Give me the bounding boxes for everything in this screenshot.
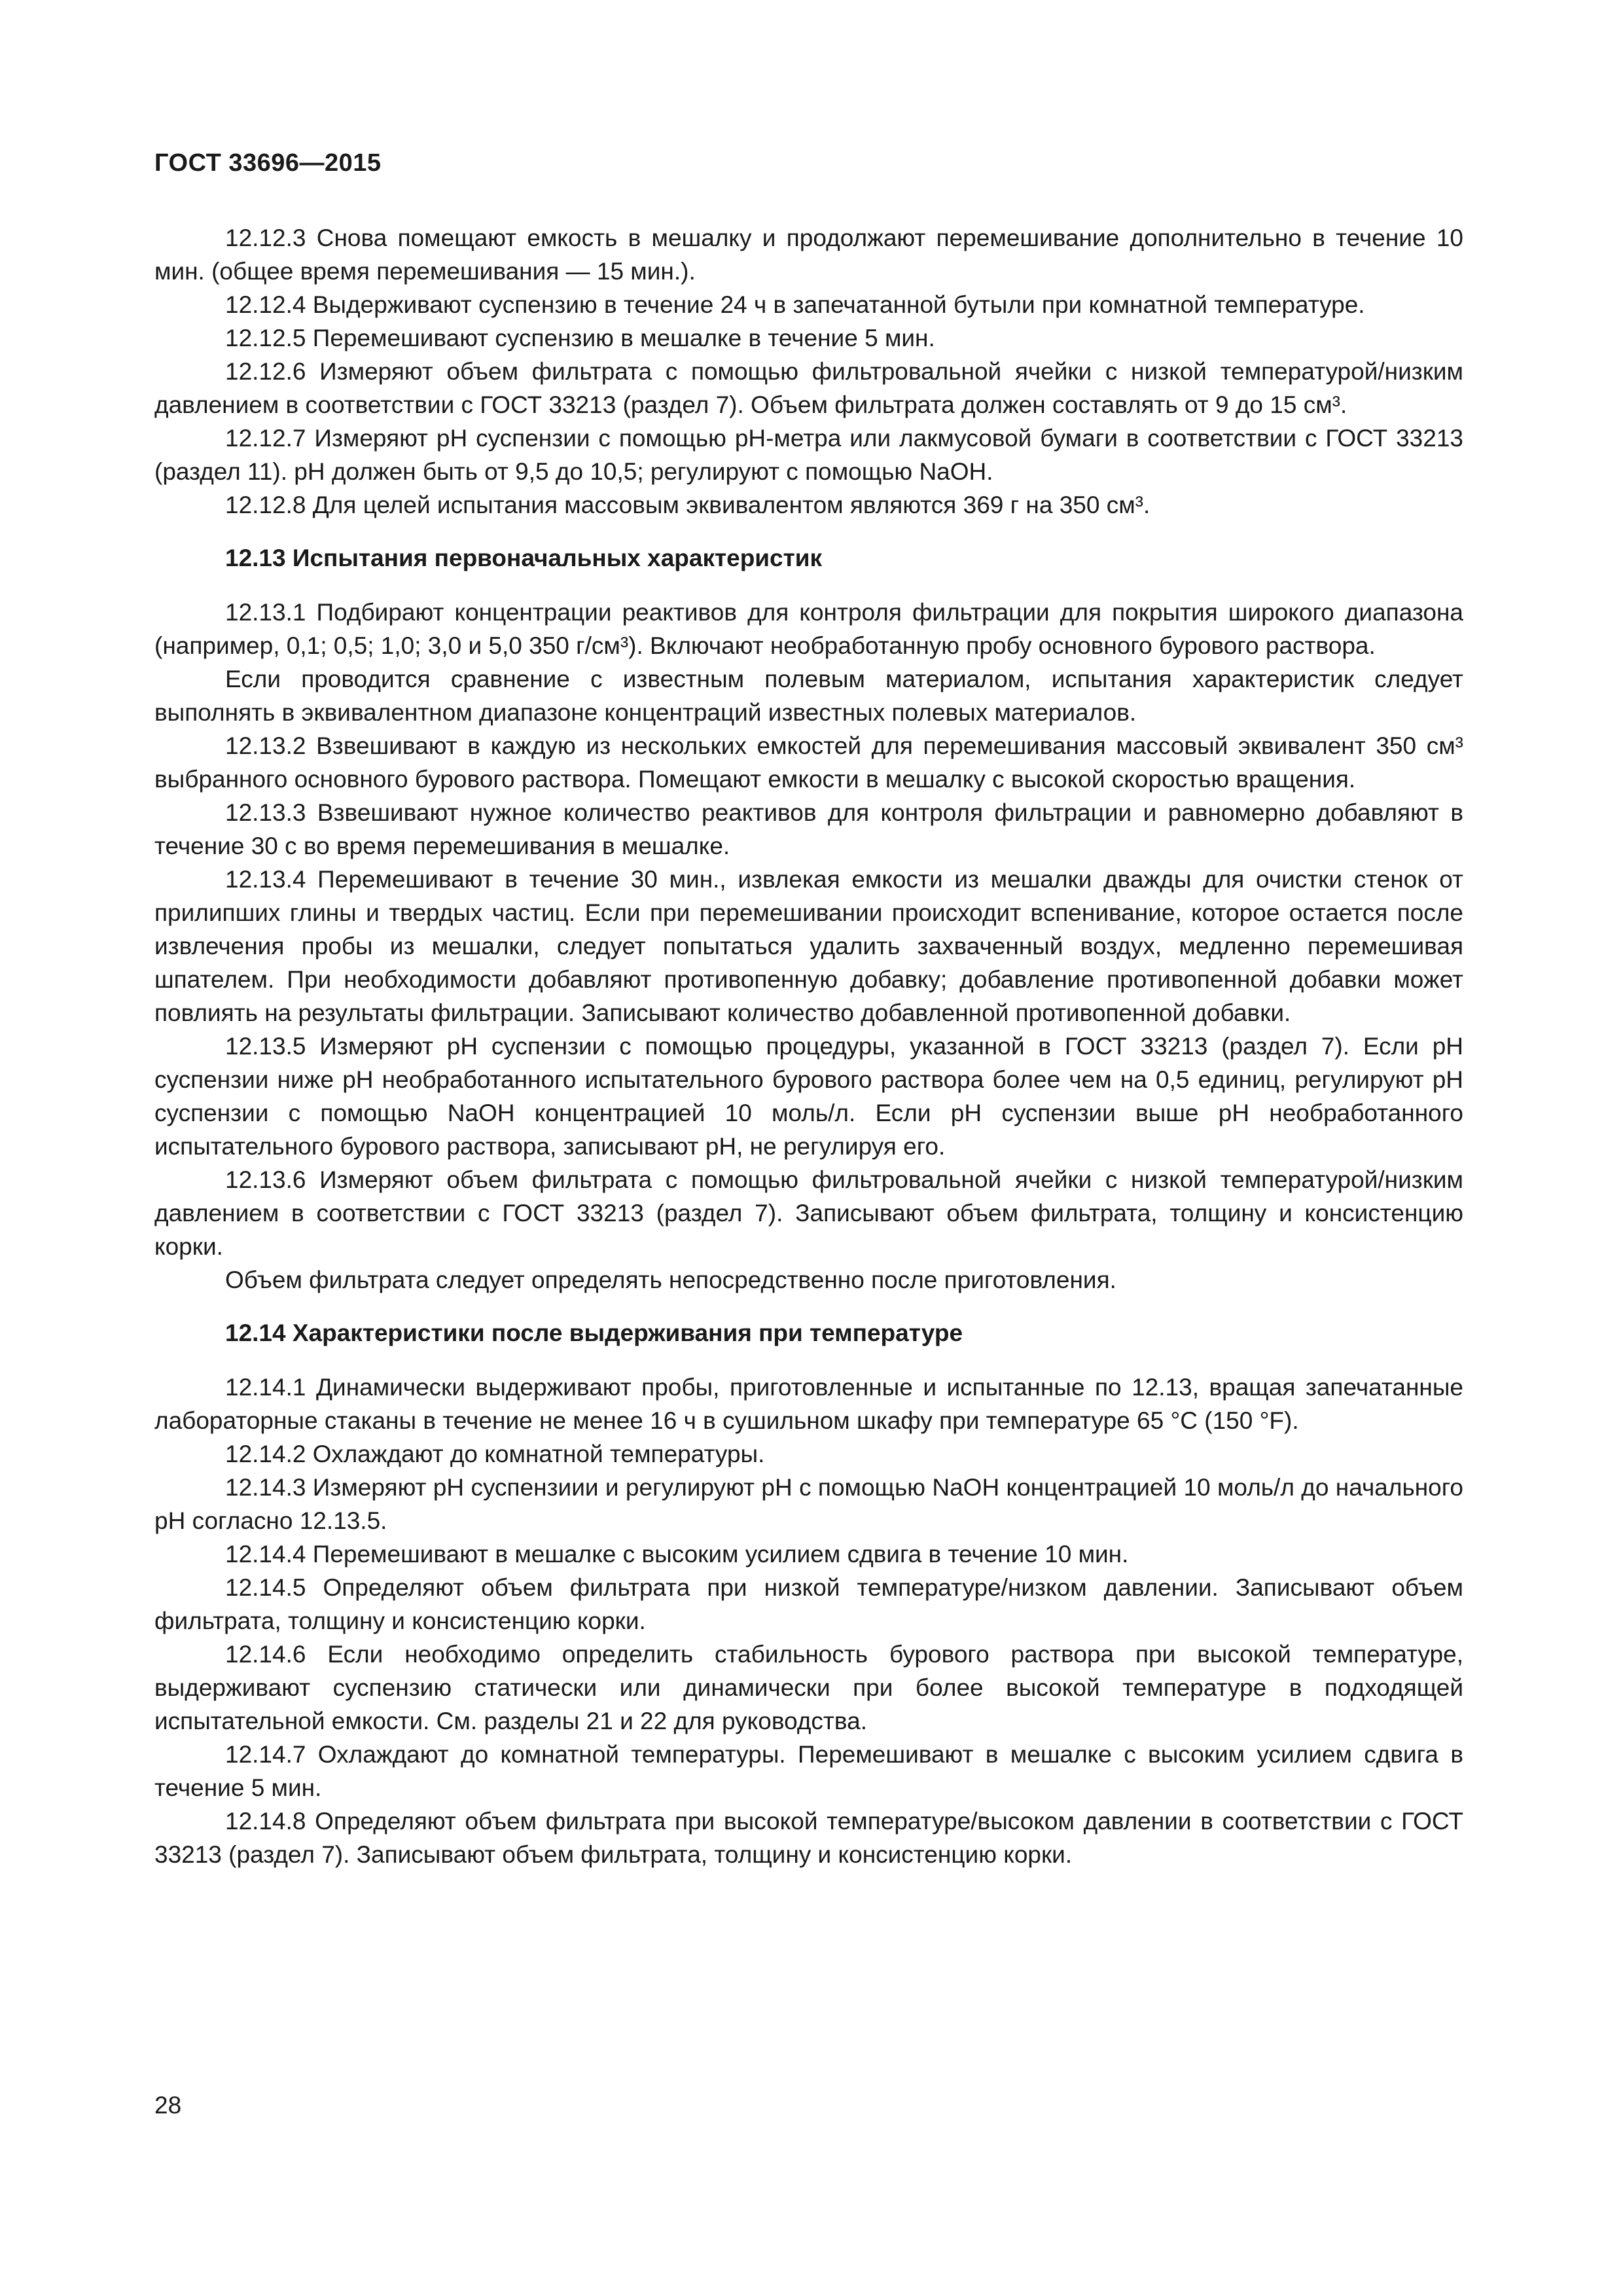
section-heading-12-14: 12.14 Характеристики после выдерживания при температуре: [225, 1319, 963, 1346]
paragraph-12-13-6: 12.13.6 Измеряют объем фильтрата с помощью фильтровальной ячейки с низкой температурой/низким давлением в соответствии с ГОСТ 33213 (раздел 7). Записывают объем фильтрата, толщину и консистенцию корки.: [154, 1166, 1463, 1260]
document-body: [154, 221, 1463, 1871]
paragraph-12-13-2: 12.13.2 Взвешивают в каждую из нескольких емкостей для перемешивания массовый эквивалент 350 см³ выбранного основного бурового раствора. Помещают емкости в мешалку с высокой скоростью вращения.: [154, 732, 1463, 793]
paragraph-12-13-6-note: Объем фильтрата следует определять непосредственно после приготовления.: [225, 1266, 1116, 1293]
section-heading-12-13: 12.13 Испытания первоначальных характеристик: [225, 545, 823, 571]
paragraph-12-14-7: 12.14.7 Охлаждают до комнатной температуры. Перемешивают в мешалке с высоким усилием сдвига в течение 5 мин.: [154, 1741, 1463, 1801]
paragraph-12-12-4: 12.12.4 Выдерживают суспензию в течение 24 ч в запечатанной бутыли при комнатной температуре.: [225, 291, 1365, 318]
paragraph-12-14-6: 12.14.6 Если необходимо определить стабильность бурового раствора при высокой температуре, выдерживают суспензию статически или динамически при более высокой температуре в подходящей испытательной емкости. См. разделы 21 и 22 для руководства.: [154, 1641, 1463, 1734]
paragraph-12-14-3: 12.14.3 Измеряют pH суспензиии и регулируют pH с помощью NaOH концентрацией 10 моль/л до начального pH согласно 12.13.5.: [154, 1474, 1463, 1534]
paragraph-12-13-4: 12.13.4 Перемешивают в течение 30 мин., извлекая емкости из мешалки дважды для очистки стенок от прилипших глины и твердых частиц. Если при перемешивании происходит вспенивание, которое остается после извлечения пробы из мешалки, следует попытаться удалить захваченный воздух, медленно перемешивая шпателем. При необходимости добавляют противопенную добавку; добавление противопенной добавки может повлиять на результаты фильтрации. Записывают количество добавленной противопенной добавки.: [154, 866, 1463, 1026]
paragraph-12-13-3: 12.13.3 Взвешивают нужное количество реактивов для контроля фильтрации и равномерно добавляют в течение 30 с во время перемешивания в мешалке.: [154, 799, 1463, 859]
paragraph-12-12-5: 12.12.5 Перемешивают суспензию в мешалке в течение 5 мин.: [225, 325, 935, 351]
paragraph-12-12-6: 12.12.6 Измеряют объем фильтрата с помощью фильтровальной ячейки с низкой температурой/низким давлением в соответствии с ГОСТ 33213 (раздел 7). Объем фильтрата должен составлять от 9 до 15 см³.: [154, 358, 1463, 418]
page-number: 28: [154, 2092, 182, 2119]
paragraph-12-12-8: 12.12.8 Для целей испытания массовым эквивалентом являются 369 г на 350 см³.: [225, 492, 1150, 518]
paragraph-12-14-4: 12.14.4 Перемешивают в мешалке с высоким усилием сдвига в течение 10 мин.: [225, 1541, 1129, 1568]
paragraph-12-13-1: 12.13.1 Подбирают концентрации реактивов для контроля фильтрации для покрытия широкого диапазона (например, 0,1; 0,5; 1,0; 3,0 и 5,0 350 г/см³). Включают необработанную пробу основного бурового раствора.: [154, 599, 1463, 659]
paragraph-12-12-3: 12.12.3 Снова помещают емкость в мешалку и продолжают перемешивание дополнительно в течение 10 мин. (общее время перемешивания — 15 мин.).: [154, 224, 1463, 285]
paragraph-12-13-1-note: Если проводится сравнение с известным полевым материалом, испытания характеристик следует выполнять в эквивалентном диапазоне концентраций известных полевых материалов.: [154, 666, 1463, 726]
paragraph-12-14-1: 12.14.1 Динамически выдерживают пробы, приготовленные и испытанные по 12.13, вращая запечатанные лабораторные стаканы в течение не менее 16 ч в сушильном шкафу при температуре 65 °C (150 °F).: [154, 1374, 1463, 1434]
paragraph-12-14-2: 12.14.2 Охлаждают до комнатной температуры.: [225, 1441, 765, 1467]
standard-designation: ГОСТ 33696—2015: [154, 149, 382, 177]
paragraph-12-13-5: 12.13.5 Измеряют pH суспензии с помощью процедуры, указанной в ГОСТ 33213 (раздел 7). Если pH суспензии ниже pH необработанного испытательного бурового раствора более чем на 0,5 единиц, регулируют pH суспензии с помощью NaOH концентрацией 10 моль/л. Если pH суспензии выше pH необработанного испытательного бурового раствора, записывают pH, не регулируя его.: [154, 1033, 1463, 1160]
paragraph-12-14-5: 12.14.5 Определяют объем фильтрата при низкой температуре/низком давлении. Записывают объем фильтрата, толщину и консистенцию корки.: [154, 1574, 1463, 1634]
paragraph-12-14-8: 12.14.8 Определяют объем фильтрата при высокой температуре/высоком давлении в соответствии с ГОСТ 33213 (раздел 7). Записывают объем фильтрата, толщину и консистенцию корки.: [154, 1808, 1463, 1868]
paragraph-12-12-7: 12.12.7 Измеряют pH суспензии с помощью pH-метра или лакмусовой бумаги в соответствии с ГОСТ 33213 (раздел 11). pH должен быть от 9,5 до 10,5; регулируют с помощью NaOH.: [154, 425, 1463, 485]
